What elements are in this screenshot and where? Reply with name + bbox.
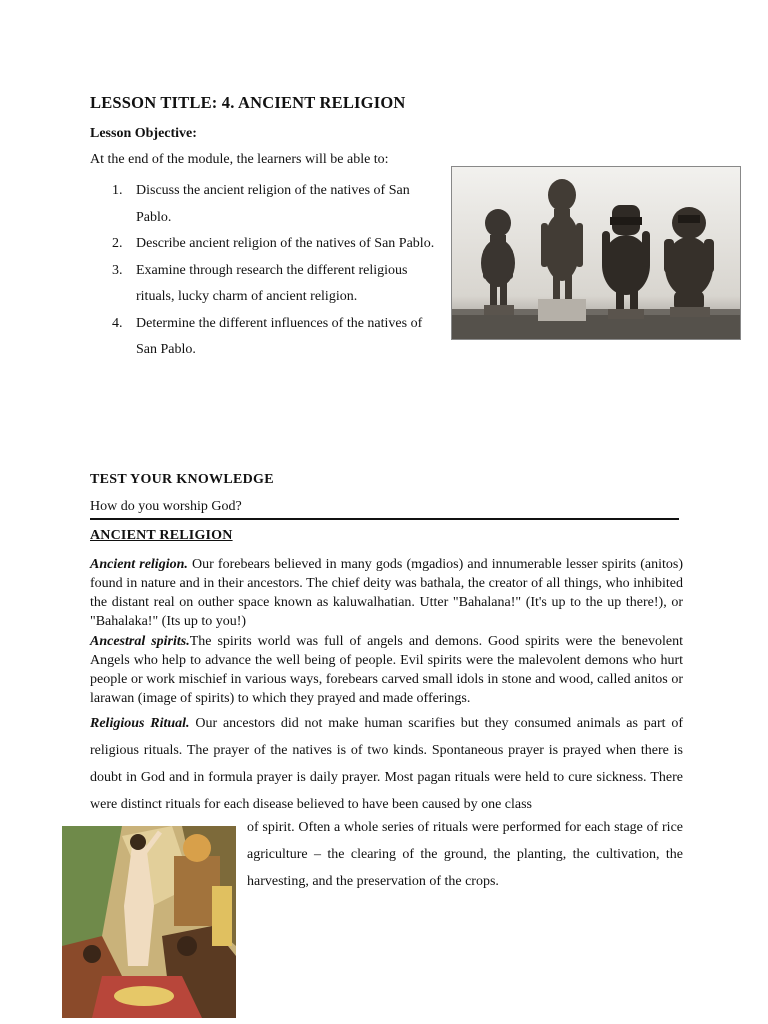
list-text: Examine through research the different religious rituals, lucky charm of ancient religion.	[136, 262, 408, 304]
objective-intro: At the end of the module, the learners will be able to:	[90, 152, 389, 167]
paragraph-lead: Ancient religion.	[90, 557, 188, 572]
objective-list	[112, 178, 442, 364]
list-item	[112, 231, 442, 258]
paragraph-ancestral-spirits	[90, 632, 683, 708]
section-heading: ANCIENT RELIGION	[90, 528, 233, 543]
paragraph-rituals-continued: of spirit. Often a whole series of rituals were performed for each stage of rice agriculture – the clearing of the ground, the planting, the cultivation, the harvesting, and the preservation of the crops.	[247, 820, 683, 889]
test-heading: TEST YOUR KNOWLEDGE	[90, 472, 274, 487]
anito-idols-photo	[451, 166, 741, 340]
paragraph-lead: Religious Ritual.	[90, 716, 190, 731]
paragraph-text: Our ancestors did not make human scarifies but they consumed animals as part of religious rituals. The prayer of the natives is of two kinds. Spontaneous prayer is prayed when there is doubt in God and in formula prayer is daily prayer. Most pagan rituals were held to cure sickness. There were distinct rituals for each disease believed to have been caused by one class	[90, 716, 683, 812]
test-question: How do you worship God?	[90, 499, 242, 514]
list-number: 1.	[112, 183, 123, 198]
list-number: 2.	[112, 236, 123, 251]
paragraph-text: The spirits world was full of angels and demons. Good spirits were the benevolent Angels who help to advance the well being of people. Evil spirits were the malevolent demons who hurt people or work mischief in various ways, forebears carved small idols in stone and wood, called anitos or larawan (image of spirits) to which they prayed and made offerings.	[90, 634, 683, 706]
list-text: Discuss the ancient religion of the natives of San Pablo.	[136, 183, 410, 225]
list-text: Describe ancient religion of the natives of San Pablo.	[136, 236, 435, 251]
lesson-title: LESSON TITLE: 4. ANCIENT RELIGION	[90, 93, 406, 112]
paragraph-lead: Ancestral spirits.	[90, 634, 190, 649]
list-item	[112, 178, 442, 231]
divider-line	[90, 518, 679, 520]
list-item	[112, 258, 442, 311]
idols-illustration	[452, 167, 740, 339]
list-number: 3.	[112, 262, 123, 278]
paragraph-religious-ritual	[90, 710, 683, 818]
list-item	[112, 311, 442, 364]
ritual-illustration	[62, 826, 236, 1018]
list-number: 4.	[112, 315, 123, 331]
objective-heading: Lesson Objective:	[90, 126, 197, 141]
paragraph-text: Our forebears believed in many gods (mgadios) and innumerable lesser spirits (anitos) found in nature and in their ancestors. The chief deity was bathala, the creator of all things, who inhibited the distant real on outher space known as kaluwalhatian. Utter "Bahalana!" (It's up to the up there!), or "Bahalaka!" (Its up to you!)	[90, 557, 683, 629]
list-text: Determine the different influences of the natives of San Pablo.	[136, 315, 423, 357]
ritual-painting	[62, 826, 236, 1018]
paragraph-ancient-religion	[90, 555, 683, 631]
